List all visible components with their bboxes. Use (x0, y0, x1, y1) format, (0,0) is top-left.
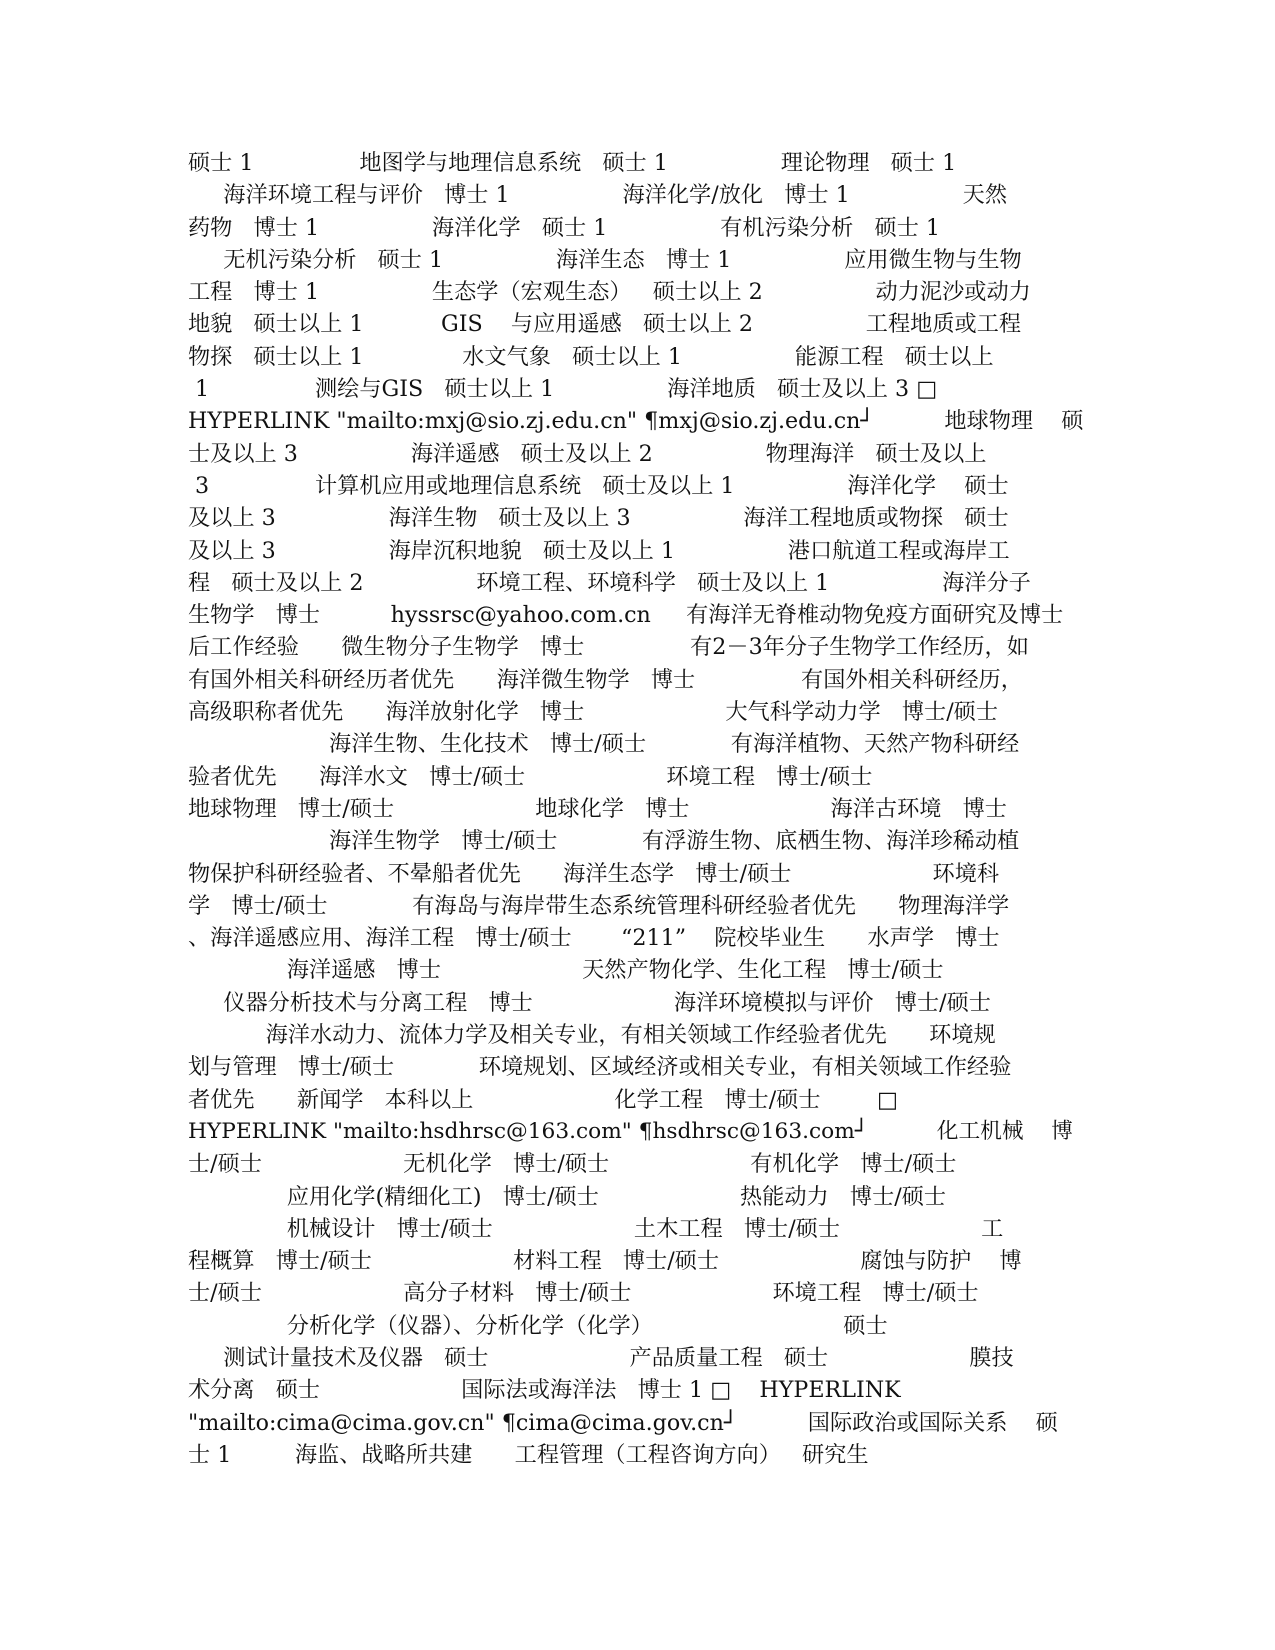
text-line: 士/硕士 无机化学 博士/硕士 有机化学 博士/硕士 (188, 1151, 957, 1178)
hyperlink-line: HYPERLINK "mailto:hsdhrsc@163.com" ¶hsdhrsc@163.com┘ 化工机械 博 (188, 1118, 1073, 1144)
text-line: 及以上 3 海岸沉积地貌 硕士及以上 1 港口航道工程或海岸工 (188, 537, 1010, 564)
text-line: 分析化学（仪器）、分析化学（化学） 硕士 (188, 1312, 888, 1339)
document-body (188, 147, 1088, 1471)
text-line: 有国外相关科研经历者优先 海洋微生物学 博士 有国外相关科研经历， (188, 666, 1023, 693)
text-line: 无机污染分析 硕士 1 海洋生态 博士 1 应用微生物与生物 (188, 246, 1022, 273)
text-line: 地貌 硕士以上 1 GIS 与应用遥感 硕士以上 2 工程地质或工程 (188, 311, 1022, 338)
text-line: 机械设计 博士/硕士 土木工程 博士/硕士 工 (188, 1215, 1004, 1242)
text-line: 划与管理 博士/硕士 环境规划、区域经济或相关专业，有相关领域工作经验 (188, 1054, 1012, 1081)
text-line: 地球物理 博士/硕士 地球化学 博士 海洋古环境 博士 (188, 795, 1007, 822)
text-line: 海洋生物、生化技术 博士/硕士 有海洋植物、天然产物科研经 (188, 731, 1020, 758)
text-line: 3 计算机应用或地理信息系统 硕士及以上 1 海洋化学 硕士 (188, 472, 1009, 499)
text-line: 程概算 博士/硕士 材料工程 博士/硕士 腐蚀与防护 博 (188, 1248, 1022, 1275)
text-line: 海洋生物学 博士/硕士 有浮游生物、底栖生物、海洋珍稀动植 (188, 828, 1020, 855)
text-line: 验者优先 海洋水文 博士/硕士 环境工程 博士/硕士 (188, 763, 873, 790)
text-line: 生物学 博士 hyssrsc@yahoo.com.cn 有海洋无脊椎动物免疫方面研究及博士 (188, 602, 1064, 629)
text-line: 术分离 硕士 国际法或海洋法 博士 1 □ HYPERLINK (188, 1377, 901, 1404)
text-line: 海洋遥感 博士 天然产物化学、生化工程 博士/硕士 (188, 957, 944, 984)
text-line: 应用化学(精细化工) 博士/硕士 热能动力 博士/硕士 (188, 1183, 947, 1210)
text-line: 海洋水动力、流体力学及相关专业，有相关领域工作经验者优先 环境规 (188, 1022, 996, 1049)
text-line: 士及以上 3 海洋遥感 硕士及以上 2 物理海洋 硕士及以上 (188, 440, 987, 467)
text-line: 工程 博士 1 生态学（宏观生态） 硕士以上 2 动力泥沙或动力 (188, 279, 1031, 306)
hyperlink-line: "mailto:cima@cima.gov.cn" ¶cima@cima.gov.cn┘ 国际政治或国际关系 硕 (188, 1409, 1058, 1436)
text-line: 物探 硕士以上 1 水文气象 硕士以上 1 能源工程 硕士以上 (188, 343, 994, 370)
text-line: 物保护科研经验者、不晕船者优先 海洋生态学 博士/硕士 环境科 (188, 860, 1000, 887)
text-line: 者优先 新闻学 本科以上 化学工程 博士/硕士 □ (188, 1086, 898, 1113)
text-line: 后工作经验 微生物分子生物学 博士 有2－3年分子生物学工作经历，如 (188, 634, 1029, 661)
text-line: 硕士 1 地图学与地理信息系统 硕士 1 理论物理 硕士 1 (188, 150, 957, 176)
hyperlink-line: HYPERLINK "mailto:mxj@sio.zj.edu.cn" ¶mxj@sio.zj.edu.cn┘ 地球物理 硕 (188, 408, 1084, 435)
text-line: 海洋环境工程与评价 博士 1 海洋化学/放化 博士 1 天然 (188, 182, 1008, 209)
text-line: 士 1 海监、战略所共建 工程管理（工程咨询方向） 研究生 (188, 1441, 869, 1468)
text-line: 士/硕士 高分子材料 博士/硕士 环境工程 博士/硕士 (188, 1280, 979, 1307)
text-line: 高级职称者优先 海洋放射化学 博士 大气科学动力学 博士/硕士 (188, 699, 999, 726)
text-line: 学 博士/硕士 有海岛与海岸带生态系统管理科研经验者优先 物理海洋学 (188, 892, 1010, 919)
text-line: 程 硕士及以上 2 环境工程、环境科学 硕士及以上 1 海洋分子 (188, 569, 1031, 596)
text-line: 药物 博士 1 海洋化学 硕士 1 有机污染分析 硕士 1 (188, 214, 941, 241)
text-line: 及以上 3 海洋生物 硕士及以上 3 海洋工程地质或物探 硕士 (188, 505, 1009, 532)
text-line: 仪器分析技术与分离工程 博士 海洋环境模拟与评价 博士/硕士 (188, 989, 991, 1016)
text-line: 测试计量技术及仪器 硕士 产品质量工程 硕士 膜技 (188, 1344, 1014, 1371)
text-line: 1 测绘与GIS 硕士以上 1 海洋地质 硕士及以上 3 □ (188, 376, 938, 403)
text-line: 、海洋遥感应用、海洋工程 博士/硕士 “211” 院校毕业生 水声学 博士 (188, 925, 1000, 952)
